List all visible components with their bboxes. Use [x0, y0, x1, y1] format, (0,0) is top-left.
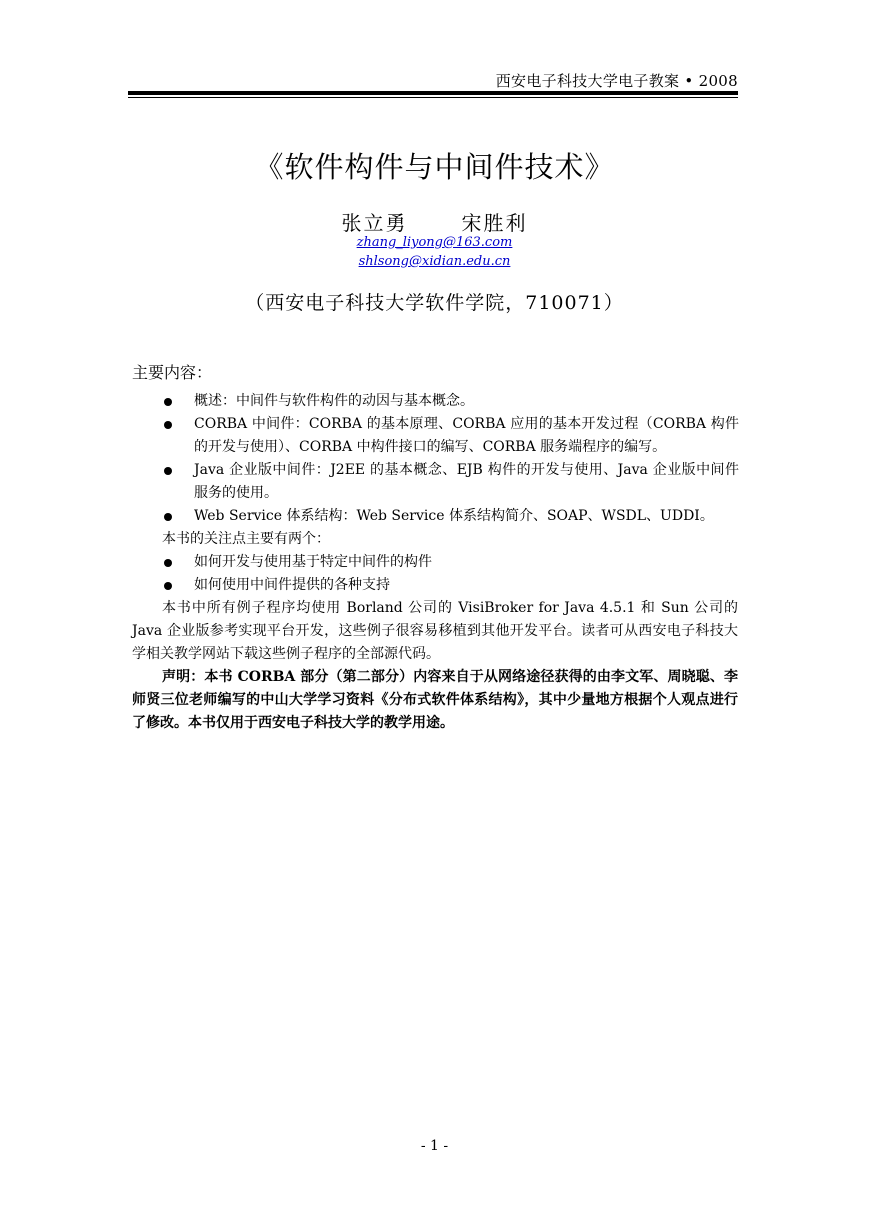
email-link-2[interactable]: shlsong@xidian.edu.cn	[358, 254, 511, 269]
list-item	[164, 574, 739, 597]
bullet-dot-icon	[164, 421, 172, 429]
email-link-1[interactable]: zhang_liyong@163.com	[356, 235, 513, 250]
bullet-dot-icon	[164, 398, 172, 406]
list-item	[164, 390, 739, 413]
examples-paragraph: 本书中所有例子程序均使用 Borland 公司的 VisiBroker for Java 4.5.1 和 Sun 公司的 Java 企业版参考实现平台开发，这些例子很容易移植到其他开发平台。读者可从西安电子科技大学相关教学网站下载这些例子程序的全部源代码。	[132, 600, 738, 662]
focus-intro: 本书的关注点主要有两个：	[162, 531, 330, 547]
header-rule-thick	[128, 91, 738, 95]
bullet-dot-icon	[164, 467, 172, 475]
author-names	[0, 207, 869, 236]
declaration-paragraph: 声明：本书 CORBA 部分（第二部分）内容来自于从网络途径获得的由李文军、周晓聪、李师贤三位老师编写的中山大学学习资料《分布式软件体系结构》，其中少量地方根据个人观点进行了修改。本书仅用于西安电子科技大学的教学用途。	[132, 669, 738, 731]
list-item	[164, 413, 739, 459]
contents-heading: 主要内容：	[132, 363, 213, 382]
list-item-text: 如何使用中间件提供的各种支持	[194, 577, 390, 593]
document-title: 《软件构件与中间件技术》	[254, 150, 615, 184]
bullet-dot-icon	[164, 513, 172, 521]
list-item	[164, 459, 739, 505]
list-item-text: 概述：中间件与软件构件的动因与基本概念。	[194, 393, 474, 409]
list-item-text: Web Service 体系结构：Web Service 体系结构简介、SOAP、WSDL、UDDI。	[194, 508, 714, 524]
author-1: 张立勇	[341, 211, 408, 235]
bullet-dot-icon	[164, 582, 172, 590]
page-number: - 1 -	[420, 1138, 449, 1154]
list-item-text: CORBA 中间件：CORBA 的基本原理、CORBA 应用的基本开发过程（CORBA 构件的开发与使用）、CORBA 中构件接口的编写、CORBA 服务端程序的编写。	[194, 416, 739, 455]
list-item	[164, 505, 739, 528]
list-item	[164, 551, 739, 574]
affiliation: （西安电子科技大学软件学院，710071）	[245, 292, 624, 314]
list-item-text: 如何开发与使用基于特定中间件的构件	[194, 554, 432, 570]
author-2: 宋胜利	[461, 211, 528, 235]
bullet-dot-icon	[164, 559, 172, 567]
list-item-text: Java 企业版中间件：J2EE 的基本概念、EJB 构件的开发与使用、Java 企业版中间件服务的使用。	[194, 462, 739, 501]
header-rule-thin	[128, 97, 738, 98]
header-text: 西安电子科技大学电子教案 • 2008	[495, 72, 738, 90]
